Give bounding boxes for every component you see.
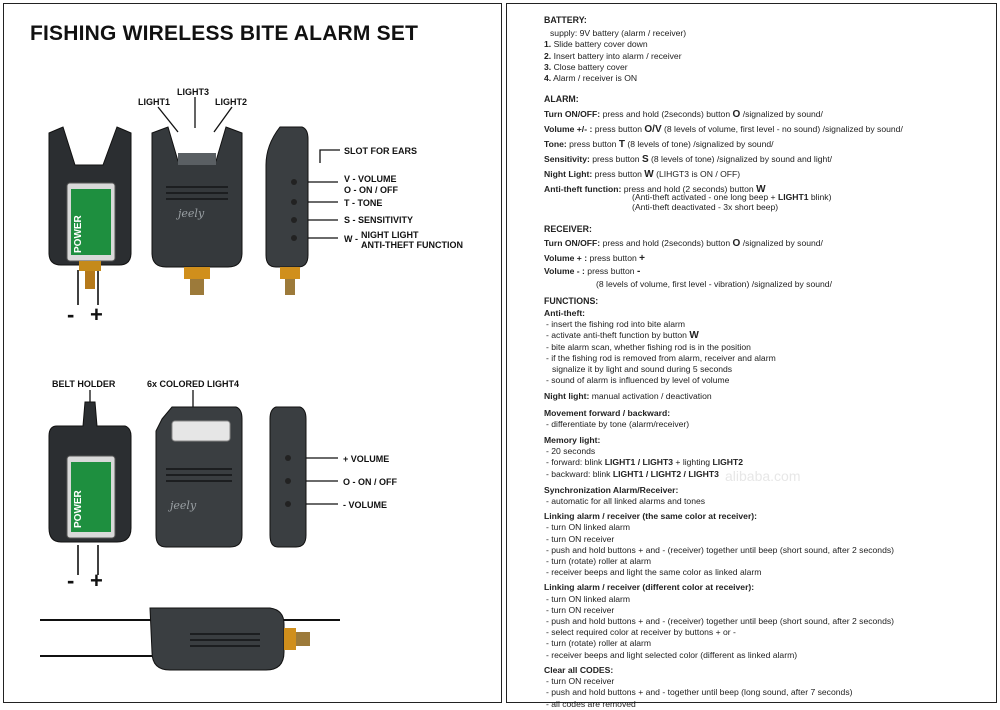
label-plus-volume: + VOLUME	[343, 454, 390, 464]
battery-line-3: 3. Close battery cover	[544, 61, 628, 72]
alarm-heading: ALARM:	[544, 94, 579, 104]
label-w-prefix: W -	[344, 234, 358, 244]
alarm-back-image	[45, 125, 135, 305]
alarm-anti: Anti-theft function: press and hold (2 seconds) button W	[544, 184, 766, 195]
battery-lines	[544, 28, 686, 84]
receiver-section	[544, 237, 832, 291]
leader-lines	[0, 0, 500, 700]
battery-heading: BATTERY:	[544, 15, 587, 25]
functions-section: Anti-theft: - insert the fishing rod into bite alarm - activate anti-theft function by button W - bite alarm scan, whether fishing rod is in the position - if the fishing rod is removed from alarm, receiver and alarm signalize it by light and sound during 5 seconds - sound of alarm is influenced by level of volume Night light: manual activation / deactivation Movement forward / backward: - differentiate by tone (alarm/receiver) Memory light: - 20 seconds - forward: blink LIGHT1 / LIGHT3 + lighting LIGHT2 - backward: blink LIGHT1 / LIGHT2 / LIGHT3 Synchronization Alarm/Receiver: - automatic for all linked alarms and tones Linking alarm / receiver (the same color at receiver): - turn ON linked alarm - turn ON receiver - push and hold buttons + and - (receiver) together until beep (short sound, after 2 seconds) - turn (rotate) roller at alarm - receiver beeps and light the same color as linked alarm Linking alarm / receiver (different color at receiver): - turn ON linked alarm - turn ON receiver - push and hold buttons + and - (receiver) together until beep (short sound, after 2 seconds) - select required color at receiver by buttons + or - - turn (rotate) roller at alarm - receiver beeps and light selected color (different as linked alarm) Clear all CODES: - turn ON receiver - push and hold buttons + and - together until beep (long sound, after 7 seconds) - all codes are removed	[544, 308, 895, 709]
watermark: alibaba.com	[725, 468, 801, 484]
alarm-tone: Tone: press button T (8 levels of tone) /signalized by sound/	[544, 139, 774, 150]
link-same-list: - turn ON linked alarm - turn ON receiver - push and hold buttons + and - (receiver) together until beep (short sound, after 2 seconds) - turn (rotate) roller at alarm - receiver beeps and light the same color as linked alarm	[546, 522, 895, 578]
receiver-heading: RECEIVER:	[544, 224, 592, 234]
minus-sign: -	[67, 302, 75, 327]
manual-text	[506, 0, 997, 707]
receiver-vminus-detail: (8 levels of volume, first level - vibration) /signalized by sound/	[596, 279, 832, 289]
label-recv-on-off: O - ON / OFF	[343, 477, 397, 487]
clear-list: - turn ON receiver - push and hold buttons + and - together until beep (long sound, after 7 seconds) - all codes are removed	[546, 676, 853, 709]
label-light3: LIGHT3	[177, 87, 210, 97]
label-light1: LIGHT1	[138, 97, 171, 107]
alarm-side-image	[262, 125, 312, 305]
anti-theft-list: - insert the fishing rod into bite alarm - activate anti-theft function by button W - bite alarm scan, whether fishing rod is in the position - if the fishing rod is removed from alarm, receiver and alarm signalize it by light and sound during 5 seconds - sound of alarm is influenced by level of volume	[546, 319, 776, 386]
receiver-vminus: Volume - : press button -	[544, 266, 641, 277]
label-v-volume: V - VOLUME	[344, 174, 397, 184]
memory-list: - 20 seconds - forward: blink LIGHT1 / LIGHT3 + lighting LIGHT2 - backward: blink LIGHT1 / LIGHT2 / LIGHT3	[546, 446, 744, 479]
clear-label: Clear all CODES:	[544, 664, 614, 675]
receiver-side-image	[268, 405, 308, 550]
battery-brand-text-2: POWER	[73, 490, 84, 528]
alarm-front-image	[148, 125, 248, 305]
battery-line-0: supply: 9V battery (alarm / receiver)	[550, 28, 687, 38]
battery-line-4: 4. Alarm / receiver is ON	[544, 73, 638, 84]
label-anti-theft-function: ANTI-THEFT FUNCTION	[361, 240, 463, 250]
label-light2: LIGHT2	[215, 97, 248, 107]
label-colored-light: 6x COLORED LIGHT4	[147, 379, 240, 389]
movement-label: Movement forward / backward:	[544, 407, 671, 418]
plus-sign: +	[90, 302, 103, 327]
link-same-label: Linking alarm / receiver (the same color at receiver):	[544, 511, 758, 522]
alarm-night: Night Light: press button W (LIHGT3 is ON / OFF)	[544, 169, 741, 180]
receiver-vplus: Volume + : press button +	[544, 253, 645, 264]
night-light-line: Night light: manual activation / deactivation	[544, 391, 712, 402]
brand-text-2: jeely	[170, 499, 197, 512]
battery-brand-text: POWER	[73, 215, 84, 253]
link-diff-list: - turn ON linked alarm - turn ON receiver - push and hold buttons + and - (receiver) together until beep (short sound, after 2 seconds) - select required color at receiver by buttons + or - - turn (rotate) roller at alarm - receiver beeps and light selected color (different as linked alarm)	[546, 593, 895, 660]
alarm-sensitivity: Sensitivity: press button S (8 levels of tone) /signalized by sound and light/	[544, 154, 833, 165]
receiver-turn: Turn ON/OFF: press and hold (2seconds) button O /signalized by sound/	[544, 238, 823, 249]
battery-line-1: 1. Slide battery cover down	[544, 39, 648, 50]
alarm-on-rod-image	[40, 600, 340, 680]
receiver-front-image	[152, 405, 247, 550]
label-belt-holder: BELT HOLDER	[52, 379, 116, 389]
link-diff-label: Linking alarm / receiver (different color at receiver):	[544, 582, 755, 593]
label-s-sensitivity: S - SENSITIVITY	[344, 215, 414, 225]
alarm-section	[544, 107, 903, 197]
page-title: FISHING WIRELESS BITE ALARM SET	[30, 22, 419, 45]
plus-sign-2: +	[90, 568, 103, 593]
minus-sign-2: -	[67, 568, 75, 593]
alarm-turn: Turn ON/OFF: press and hold (2seconds) button O /signalized by sound/	[544, 109, 823, 120]
label-slot-for-ears: SLOT FOR EARS	[344, 146, 418, 156]
alarm-volume: Volume +/- : press button O/V (8 levels of volume, first level - no sound) /signalized by sound/	[544, 124, 903, 135]
receiver-back-image	[45, 400, 135, 550]
label-t-tone: T - TONE	[344, 198, 383, 208]
memory-label: Memory light:	[544, 435, 601, 446]
alarm-anti-details: (Anti-theft activated - one long beep + LIGHT1 blink) (Anti-theft deactivated - 3x short beep)	[632, 192, 832, 212]
battery-line-2: 2. Insert battery into alarm / receiver	[544, 50, 682, 61]
anti-theft-label: Anti-theft:	[544, 308, 586, 318]
brand-text: jeely	[178, 207, 205, 220]
label-minus-volume: - VOLUME	[343, 500, 387, 510]
functions-heading: FUNCTIONS:	[544, 296, 599, 306]
label-o-on-off: O - ON / OFF	[344, 185, 398, 195]
label-night-light: NIGHT LIGHT	[361, 230, 419, 240]
sync-label: Synchronization Alarm/Receiver:	[544, 484, 679, 495]
